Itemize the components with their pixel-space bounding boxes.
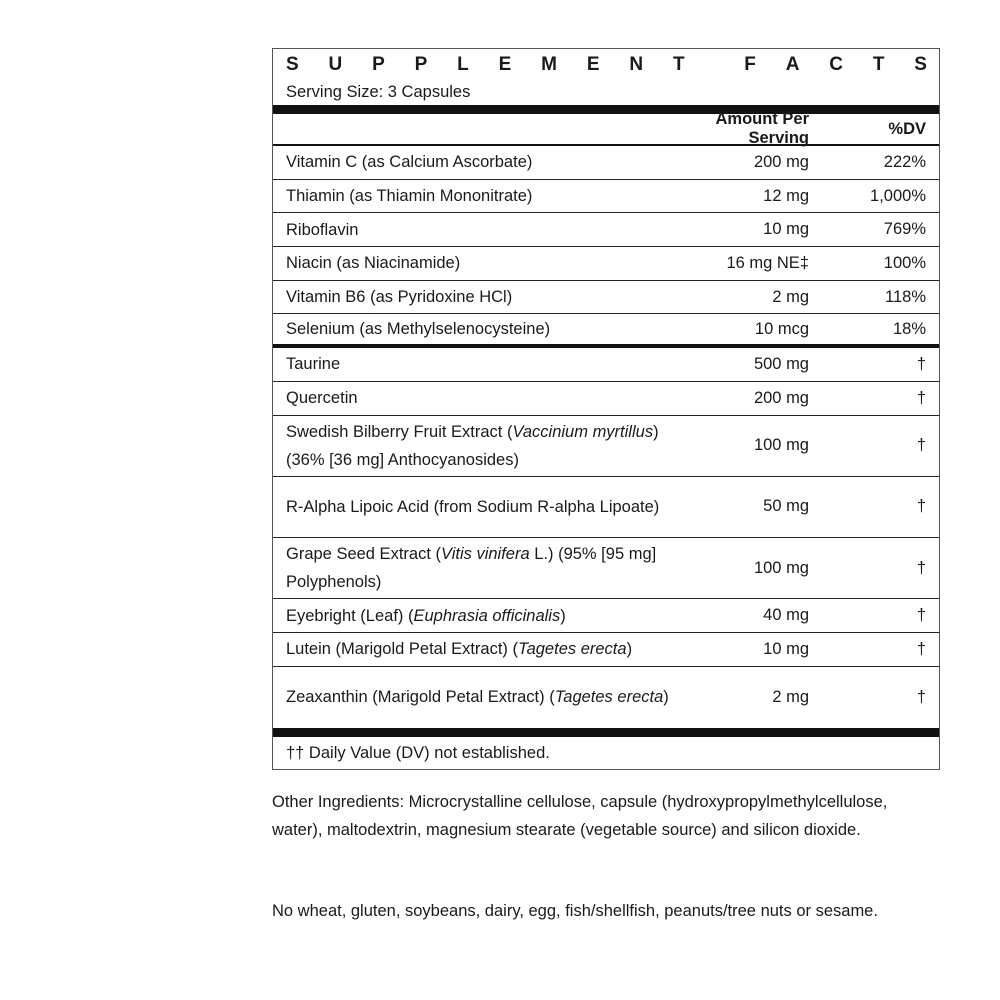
nutrient-name: Swedish Bilberry Fruit Extract (Vaccinium myrtillus) (36% [36 mg] Anthocyanosides) xyxy=(286,422,659,469)
table-row xyxy=(273,382,939,416)
column-header-row xyxy=(273,110,939,147)
nutrient-dv: 18% xyxy=(892,319,926,338)
table-row xyxy=(273,599,939,633)
title-letter: S xyxy=(286,54,299,75)
nutrient-amount: 12 mg xyxy=(763,186,809,205)
table-row xyxy=(273,146,939,180)
table-row xyxy=(273,633,939,667)
nutrient-name: Quercetin xyxy=(286,389,358,408)
nutrient-amount: 50 mg xyxy=(763,497,809,516)
table-row xyxy=(273,477,939,538)
table-row xyxy=(273,281,939,315)
dv-header: %DV xyxy=(888,119,926,138)
nutrient-amount: 16 mg NE‡ xyxy=(726,253,809,272)
nutrient-dv: 1,000% xyxy=(870,186,926,205)
title-letter: E xyxy=(498,54,512,75)
supplement-facts-panel xyxy=(272,48,940,770)
allergen-note: No wheat, gluten, soybeans, dairy, egg, fish/shellfish, peanuts/tree nuts or sesame. xyxy=(272,902,878,920)
title-letter: S xyxy=(914,54,927,75)
nutrient-name: Vitamin C (as Calcium Ascorbate) xyxy=(286,153,533,172)
amount-header: Amount Per Serving xyxy=(715,110,809,147)
divider-bar xyxy=(273,728,939,737)
nutrient-name: Taurine xyxy=(286,355,341,374)
serving-size: Serving Size: 3 Capsules xyxy=(286,83,471,101)
nutrient-dv: † xyxy=(916,558,926,577)
nutrient-dv: † xyxy=(916,687,926,706)
title-letter: T xyxy=(872,54,885,75)
nutrient-name: Thiamin (as Thiamin Mononitrate) xyxy=(286,187,533,206)
title-letter: N xyxy=(629,54,644,75)
table-row xyxy=(273,247,939,281)
nutrient-name: R-Alpha Lipoic Acid (from Sodium R-alpha Lipoate) xyxy=(286,497,660,516)
nutrient-dv: † xyxy=(916,354,926,373)
title-letter: M xyxy=(541,54,557,75)
title-letter: P xyxy=(372,54,385,75)
panel-title xyxy=(273,49,939,81)
title-letter: A xyxy=(785,54,800,75)
nutrient-name: Selenium (as Methylselenocysteine) xyxy=(286,320,551,339)
nutrient-name: Riboflavin xyxy=(286,220,359,239)
nutrient-amount: 200 mg xyxy=(753,152,809,171)
title-letter: T xyxy=(672,54,685,75)
divider-bar xyxy=(273,105,939,114)
nutrient-dv: 100% xyxy=(883,253,926,272)
title-letter: F xyxy=(744,54,756,75)
table-row xyxy=(273,314,939,348)
nutrient-amount: 100 mg xyxy=(753,558,809,577)
nutrient-dv: † xyxy=(916,606,926,625)
table-row xyxy=(273,667,939,728)
nutrient-name: Zeaxanthin (Marigold Petal Extract) (Tagetes erecta) xyxy=(286,688,669,707)
other-ingredients: Other Ingredients: Microcrystalline cellulose, capsule (hydroxypropylmethylcellulose, water), maltodextrin, magnesium stearate (vegetable source) and silicon dioxide. xyxy=(272,793,888,839)
nutrient-amount: 10 mg xyxy=(763,220,809,239)
nutrient-name: Eyebright (Leaf) (Euphrasia officinalis) xyxy=(286,606,566,625)
nutrient-name: Vitamin B6 (as Pyridoxine HCl) xyxy=(286,288,513,307)
title-letter: P xyxy=(414,54,428,75)
nutrient-amount: 10 mg xyxy=(763,639,809,658)
title-letter: E xyxy=(586,54,600,75)
nutrient-amount: 100 mg xyxy=(753,436,809,455)
nutrient-dv: † xyxy=(916,388,926,407)
nutrient-dv: 769% xyxy=(883,220,926,239)
nutrient-name: Lutein (Marigold Petal Extract) (Tagetes erecta) xyxy=(286,640,633,659)
table-row xyxy=(273,180,939,214)
nutrient-name: Grape Seed Extract (Vitis vinifera L.) (95% [95 mg] Polyphenols) xyxy=(286,545,657,592)
table-row xyxy=(273,348,939,382)
nutrient-dv: † xyxy=(916,436,926,455)
table-row xyxy=(273,538,939,599)
nutrient-amount: 10 mcg xyxy=(754,319,809,338)
table-row xyxy=(273,416,939,477)
nutrient-amount: 2 mg xyxy=(772,687,809,706)
nutrient-name: Niacin (as Niacinamide) xyxy=(286,254,461,273)
title-letter: C xyxy=(829,54,843,75)
table-row xyxy=(273,213,939,247)
nutrient-dv: † xyxy=(916,639,926,658)
nutrient-dv: † xyxy=(916,497,926,516)
nutrient-amount: 500 mg xyxy=(753,354,809,373)
footnote: †† Daily Value (DV) not established. xyxy=(286,743,550,762)
title-letter: U xyxy=(328,54,343,75)
nutrient-amount: 40 mg xyxy=(763,606,809,625)
nutrient-amount: 2 mg xyxy=(772,287,809,306)
nutrient-amount: 200 mg xyxy=(753,388,809,407)
title-letter: L xyxy=(457,54,469,75)
nutrient-dv: 222% xyxy=(883,152,926,171)
nutrient-dv: 118% xyxy=(885,287,926,306)
